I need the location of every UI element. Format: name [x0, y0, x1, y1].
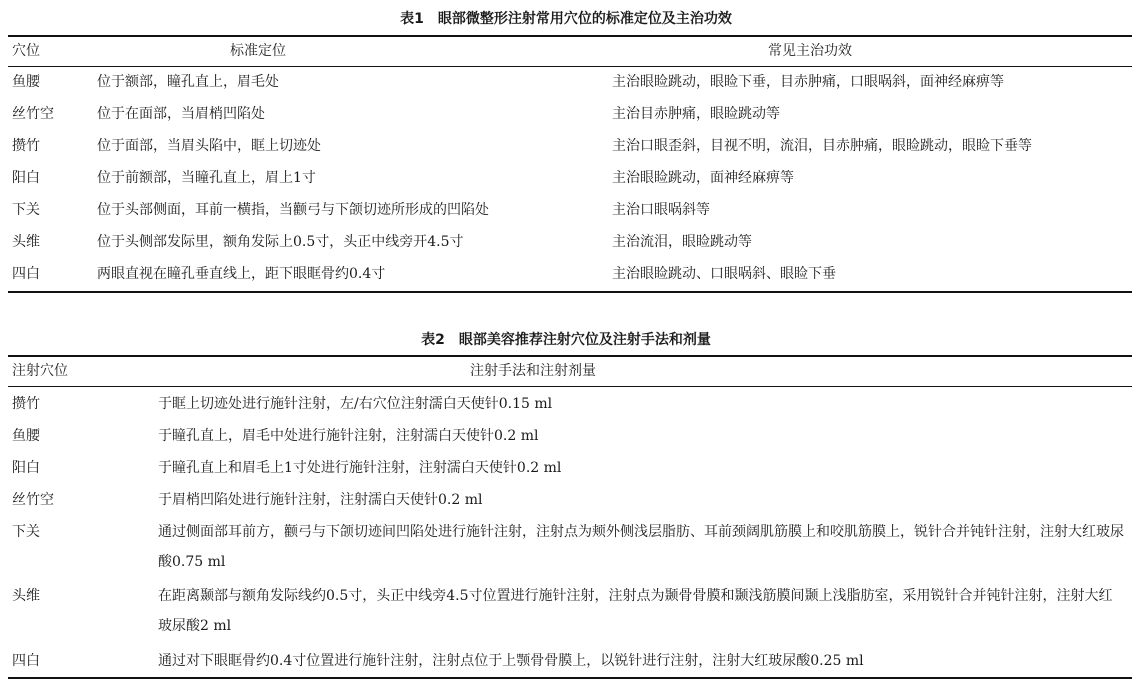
table2-header-rule — [8, 386, 1132, 387]
table1-effect: 主治眼睑跳动，眼睑下垂，目赤肿痛，口眼㖞斜，面神经麻痹等 — [612, 74, 1004, 90]
table2-point: 鱼腰 — [12, 428, 40, 444]
table2-point: 四白 — [12, 653, 40, 669]
table1-header-effect: 常见主治功效 — [768, 43, 852, 59]
table1-point: 四白 — [12, 266, 40, 282]
table1-header-point: 穴位 — [12, 43, 40, 59]
table2-method: 于眶上切迹处进行施针注射，左/右穴位注射濡白天使针0.15 ml — [158, 396, 553, 412]
table2-method: 通过侧面部耳前方，颧弓与下颌切迹间凹陷处进行施针注射，注射点为颊外侧浅层脂肪、耳前颈阔肌筋膜上和咬肌筋膜上，锐针合并钝针注射，注射大红玻尿酸0.75 ml — [158, 524, 1124, 570]
table1-location: 位于面部，当眉头陷中，眶上切迹处 — [97, 138, 321, 154]
table2-method: 通过对下眼眶骨约0.4寸位置进行施针注射，注射点位于上颚骨骨膜上，以锐针进行注射，注射大红玻尿酸0.25 ml — [158, 653, 864, 669]
table2-method: 于眉梢凹陷处进行施针注射，注射濡白天使针0.2 ml — [158, 492, 483, 508]
table2-point: 丝竹空 — [12, 492, 54, 508]
table2-method: 于瞳孔直上和眉毛上1寸处进行施针注射，注射濡白天使针0.2 ml — [158, 460, 562, 476]
table1-header-location: 标准定位 — [230, 43, 286, 59]
table1-location: 位于前额部，当瞳孔直上，眉上1寸 — [97, 170, 316, 186]
table2-point: 下关 — [12, 524, 40, 540]
table1-point: 阳白 — [12, 170, 40, 186]
table2-point: 攒竹 — [12, 396, 40, 412]
table2-method: 于瞳孔直上，眉毛中处进行施针注射，注射濡白天使针0.2 ml — [158, 428, 539, 444]
table1-location: 位于头侧部发际里，额角发际上0.5寸，头正中线旁开4.5寸 — [97, 234, 464, 250]
table2-point: 阳白 — [12, 460, 40, 476]
table1-point: 丝竹空 — [12, 106, 54, 122]
table2-header-method: 注射手法和注射剂量 — [470, 363, 596, 379]
table1-bottom-rule — [8, 291, 1132, 293]
table2-point: 头维 — [12, 588, 40, 604]
table1-location: 两眼直视在瞳孔垂直线上，距下眼眶骨约0.4寸 — [97, 266, 386, 282]
table1-effect: 主治口眼歪斜，目视不明，流泪，目赤肿痛，眼睑跳动，眼睑下垂等 — [612, 138, 1032, 154]
table1-point: 攒竹 — [12, 138, 40, 154]
table2-top-rule — [8, 355, 1132, 357]
table2-method: 在距离颞部与额角发际线约0.5寸，头正中线旁4.5寸位置进行施针注射，注射点为颞骨骨膜和颞浅筋膜间颞上浅脂肪室，采用锐针合并钝针注射，注射大红玻尿酸2 ml — [158, 588, 1113, 634]
table1-effect: 主治眼睑跳动、口眼㖞斜、眼睑下垂 — [612, 266, 836, 282]
table1-effect: 主治眼睑跳动，面神经麻痹等 — [612, 170, 794, 186]
table1-header-rule — [8, 66, 1132, 67]
table1-point: 头维 — [12, 234, 40, 250]
table1-top-rule — [8, 35, 1132, 37]
table2-bottom-rule — [8, 677, 1132, 679]
table1-location: 位于额部，瞳孔直上，眉毛处 — [97, 74, 279, 90]
table1-effect: 主治流泪，眼睑跳动等 — [612, 234, 752, 250]
table2-header-point: 注射穴位 — [12, 363, 68, 379]
table1-location: 位于头部侧面，耳前一横指，当颧弓与下颌切迹所形成的凹陷处 — [97, 202, 489, 218]
table1-caption: 表1 眼部微整形注射常用穴位的标准定位及主治功效 — [400, 11, 732, 27]
table1-effect: 主治目赤肿痛，眼睑跳动等 — [612, 106, 780, 122]
table1-point: 下关 — [12, 202, 40, 218]
table1-effect: 主治口眼㖞斜等 — [612, 202, 710, 218]
table1-point: 鱼腰 — [12, 74, 40, 90]
table2-caption: 表2 眼部美容推荐注射穴位及注射手法和剂量 — [421, 332, 711, 348]
table1-location: 位于在面部，当眉梢凹陷处 — [97, 106, 265, 122]
